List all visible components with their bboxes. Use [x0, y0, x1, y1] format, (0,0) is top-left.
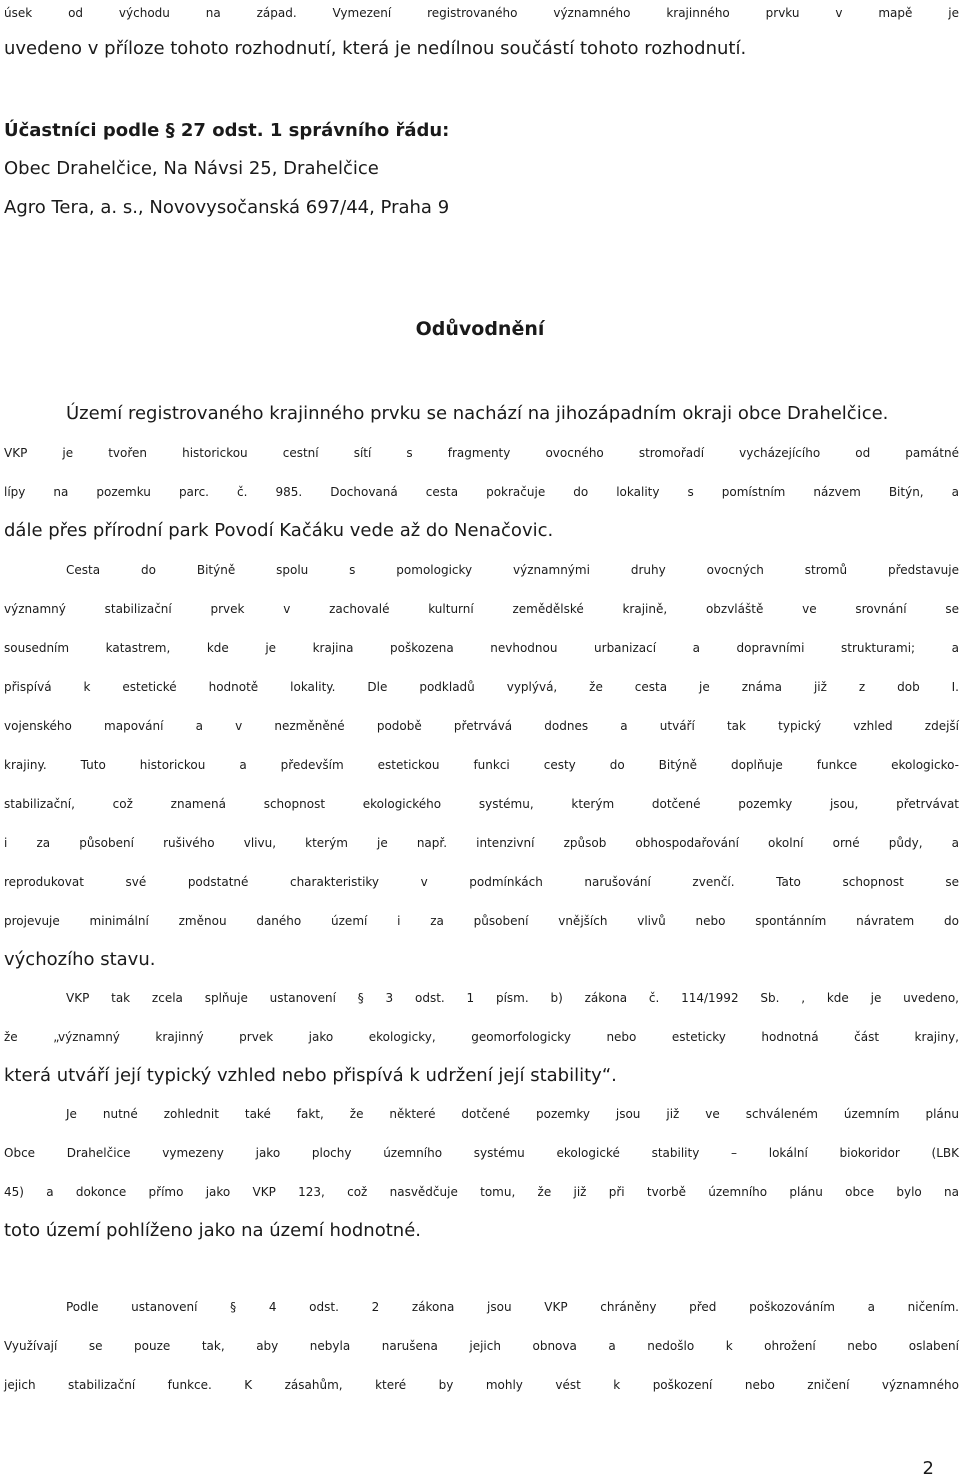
- paragraph-line: Cesta do Bitýně spolu s pomologicky významnými druhy ovocných stromů představuje: [66, 563, 959, 577]
- paragraph-line: přispívá k estetické hodnotě lokality. Dle podkladů vyplývá, že cesta je známa již z dob I.: [4, 680, 959, 694]
- intro-line: úsek od východu na západ. Vymezení registrovaného významného krajinného prvku v mapě je: [4, 6, 959, 20]
- paragraph-line: i za působení rušivého vlivu, kterým je např. intenzivní způsob obhospodařování okolní orné půdy, a: [4, 836, 959, 850]
- paragraph-line: Území registrovaného krajinného prvku se nachází na jihozápadním okraji obce Drahelčice.: [66, 403, 889, 424]
- paragraph-line: která utváří její typický vzhled nebo přispívá k udržení její stability“.: [4, 1065, 617, 1086]
- paragraph-line: reprodukovat své podstatné charakteristiky v podmínkách narušování zvenčí. Tato schopnost se: [4, 875, 959, 889]
- paragraph-line: významný stabilizační prvek v zachovalé kulturní zemědělské krajině, obzvláště ve srovnání se: [4, 602, 959, 616]
- paragraph-line: vojenského mapování a v nezměněné podobě přetrvává dodnes a utváří tak typický vzhled zdejší: [4, 719, 959, 733]
- paragraph-line: krajiny. Tuto historickou a především estetickou funkci cesty do Bitýně doplňuje funkce ekologicko-: [4, 758, 959, 772]
- paragraph-line: sousedním katastrem, kde je krajina poškozena nevhodnou urbanizací a dopravními strukturami; a: [4, 641, 959, 655]
- intro-line: uvedeno v příloze tohoto rozhodnutí, která je nedílnou součástí tohoto rozhodnutí.: [4, 38, 747, 59]
- paragraph-line: jejich stabilizační funkce. K zásahům, které by mohly vést k poškození nebo zničení významného: [4, 1378, 959, 1392]
- paragraph-line: lípy na pozemku parc. č. 985. Dochovaná cesta pokračuje do lokality s pomístním názvem Bitýn, a: [4, 485, 959, 499]
- paragraph-line: projevuje minimální změnou daného území i za působení vnějších vlivů nebo spontánním návratem do: [4, 914, 959, 928]
- paragraph-line: Obce Drahelčice vymezeny jako plochy územního systému ekologické stability – lokální biokoridor (LBK: [4, 1146, 959, 1160]
- paragraph-line: že „významný krajinný prvek jako ekologicky, geomorfologicky nebo esteticky hodnotná část krajiny,: [4, 1030, 959, 1044]
- paragraph-line: Je nutné zohlednit také fakt, že některé dotčené pozemky jsou již ve schváleném územním plánu: [66, 1107, 959, 1121]
- paragraph-line: toto území pohlíženo jako na území hodnotné.: [4, 1220, 421, 1241]
- page-number: 2: [922, 1458, 934, 1479]
- section-title: Odůvodnění: [415, 318, 545, 340]
- paragraph-line: dále přes přírodní park Povodí Kačáku vede až do Nenačovic.: [4, 520, 554, 541]
- paragraph-line: 45) a dokonce přímo jako VKP 123, což nasvědčuje tomu, že již při tvorbě územního plánu obce bylo na: [4, 1185, 959, 1199]
- participant-item: Agro Tera, a. s., Novovysočanská 697/44, Praha 9: [4, 197, 450, 218]
- participant-item: Obec Drahelčice, Na Návsi 25, Drahelčice: [4, 158, 379, 179]
- paragraph-line: VKP tak zcela splňuje ustanovení § 3 odst. 1 písm. b) zákona č. 114/1992 Sb. , kde je uvedeno,: [66, 991, 959, 1005]
- paragraph-line: výchozího stavu.: [4, 949, 156, 970]
- paragraph-line: Podle ustanovení § 4 odst. 2 zákona jsou VKP chráněny před poškozováním a ničením.: [66, 1300, 959, 1314]
- participants-heading: Účastníci podle § 27 odst. 1 správního řádu:: [4, 120, 450, 141]
- paragraph-line: Využívají se pouze tak, aby nebyla narušena jejich obnova a nedošlo k ohrožení nebo oslabení: [4, 1339, 959, 1353]
- paragraph-line: VKP je tvořen historickou cestní sítí s fragmenty ovocného stromořadí vycházejícího od památné: [4, 446, 959, 460]
- paragraph-line: stabilizační, což znamená schopnost ekologického systému, kterým dotčené pozemky jsou, přetrvávat: [4, 797, 959, 811]
